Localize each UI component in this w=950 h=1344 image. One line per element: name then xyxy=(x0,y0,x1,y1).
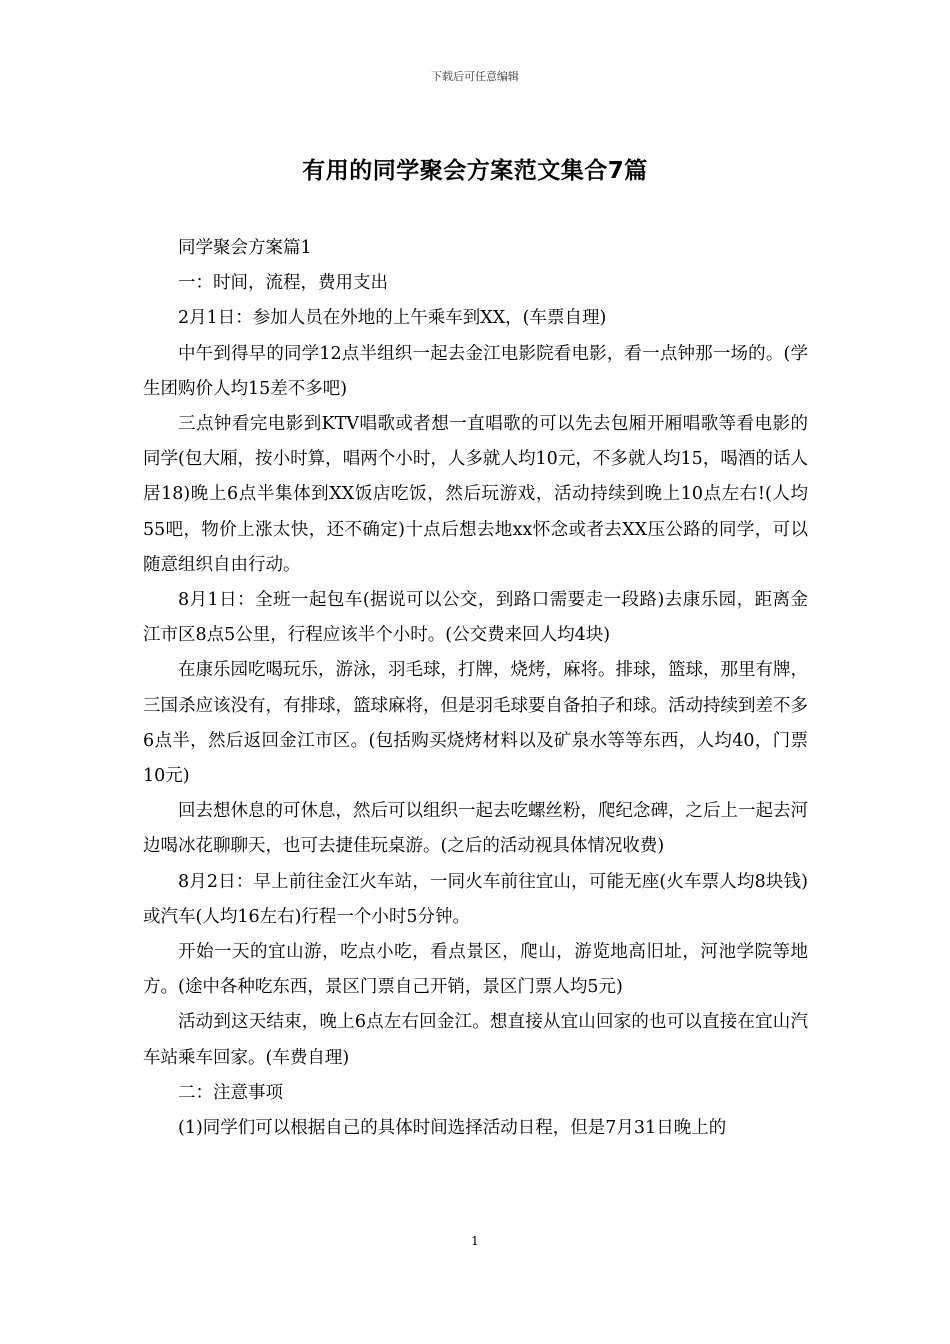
page-number: 1 xyxy=(471,1234,479,1248)
paragraph: 活动到这天结束，晚上6点左右回金江。想直接从宜山回家的也可以直接在宜山汽车站乘车回家。(车费自理) xyxy=(143,1012,808,1068)
document-body xyxy=(143,231,808,1146)
paragraph: 开始一天的宜山游，吃点小吃，看点景区，爬山，游览地高旧址，河池学院等地方。(途中各种吃东西，景区门票自己开销，景区门票人均5元) xyxy=(143,942,808,998)
paragraph: 8月2日：早上前往金江火车站，一同火车前往宜山，可能无座(火车票人均8块钱)或汽车(人均16左右)行程一个小时5分钟。 xyxy=(143,871,808,927)
paragraph: 三点钟看完电影到KTV唱歌或者想一直唱歌的可以先去包厢开厢唱歌等看电影的同学(包大厢，按小时算，唱两个小时，人多就人均10元，不多就人均15，喝酒的话人居18)晚上6点半集体到XX饭店吃饭，然后玩游戏，活动持续到晚上10点左右!(人均55吧，物价上涨太快，还不确定)十点后想去地xx怀念或者去XX压公路的同学，可以随意组织自由行动。 xyxy=(143,414,808,575)
subsection-heading: 二：注意事项 xyxy=(178,1082,283,1103)
paragraph: 在康乐园吃喝玩乐，游泳，羽毛球，打牌，烧烤，麻将。排球，篮球，那里有牌，三国杀应该没有，有排球，篮球麻将，但是羽毛球要自备拍子和球。活动持续到差不多6点半，然后返回金江市区。(包括购买烧烤材料以及矿泉水等等东西，人均40，门票10元) xyxy=(143,660,808,787)
paragraph: (1)同学们可以根据自己的具体时间选择活动日程，但是7月31日晚上的 xyxy=(178,1118,727,1139)
document-title: 有用的同学聚会方案范文集合7篇 xyxy=(302,158,648,184)
paragraph: 8月1日：全班一起包车(据说可以公交，到路口需要走一段路)去康乐园，距离金江市区8点5公里，行程应该半个小时。(公交费来回人均4块) xyxy=(143,590,808,646)
paragraph: 回去想休息的可休息，然后可以组织一起去吃螺丝粉，爬纪念碑，之后上一起去河边喝冰花聊聊天，也可去捷佳玩桌游。(之后的活动视具体情况收费) xyxy=(143,801,808,857)
subsection-heading: 一：时间，流程，费用支出 xyxy=(178,273,388,294)
paragraph: 2月1日：参加人员在外地的上午乘车到XX，(车票自理) xyxy=(178,308,607,329)
page-header-note: 下载后可任意编辑 xyxy=(431,70,519,83)
paragraph: 中午到得早的同学12点半组织一起去金江电影院看电影，看一点钟那一场的。(学生团购价人均15差不多吧) xyxy=(143,343,808,399)
section-heading: 同学聚会方案篇1 xyxy=(178,238,312,258)
